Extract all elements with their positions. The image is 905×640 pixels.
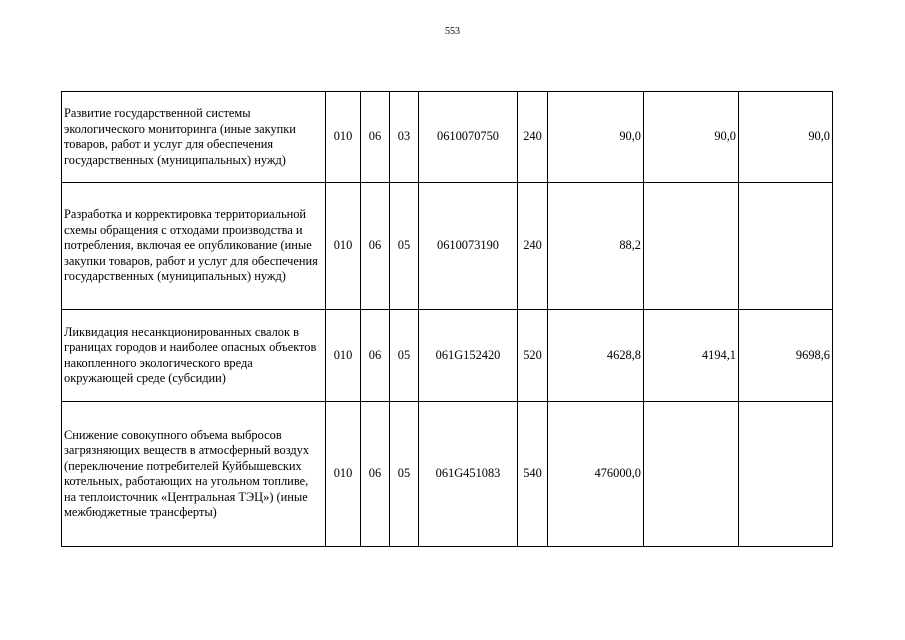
ministry-code: 010 bbox=[326, 183, 361, 310]
section-code: 06 bbox=[361, 92, 390, 183]
section-code: 06 bbox=[361, 402, 390, 547]
table-row bbox=[62, 402, 833, 547]
subsection-code: 05 bbox=[390, 402, 419, 547]
amount-year-2 bbox=[644, 402, 739, 547]
amount-year-3 bbox=[739, 402, 833, 547]
amount-year-2 bbox=[644, 183, 739, 310]
page-number: 553 bbox=[445, 26, 460, 37]
amount-year-3: 90,0 bbox=[739, 92, 833, 183]
subsection-code: 05 bbox=[390, 183, 419, 310]
expense-type-code: 240 bbox=[518, 92, 548, 183]
row-description: Разработка и корректировка территориальной схемы обращения с отходами производства и потребления, включая ее опубликование (иные закупки товаров, работ и услуг для обеспечения государственных (муниципальных) нужд) bbox=[62, 183, 326, 310]
amount-year-2: 90,0 bbox=[644, 92, 739, 183]
table-row bbox=[62, 310, 833, 402]
section-code: 06 bbox=[361, 183, 390, 310]
section-code: 06 bbox=[361, 310, 390, 402]
amount-year-3 bbox=[739, 183, 833, 310]
amount-year-1: 90,0 bbox=[548, 92, 644, 183]
budget-table bbox=[61, 91, 833, 547]
ministry-code: 010 bbox=[326, 92, 361, 183]
amount-year-1: 4628,8 bbox=[548, 310, 644, 402]
amount-year-3: 9698,6 bbox=[739, 310, 833, 402]
row-description: Развитие государственной системы экологического мониторинга (иные закупки товаров, работ и услуг для обеспечения государственных (муниципальных) нужд) bbox=[62, 92, 326, 183]
amount-year-1: 88,2 bbox=[548, 183, 644, 310]
expense-type-code: 240 bbox=[518, 183, 548, 310]
amount-year-2: 4194,1 bbox=[644, 310, 739, 402]
target-article-code: 061G451083 bbox=[419, 402, 518, 547]
table-row bbox=[62, 92, 833, 183]
row-description: Ликвидация несанкционированных свалок в границах городов и наиболее опасных объектов накопленного экологического вреда окружающей среде (субсидии) bbox=[62, 310, 326, 402]
target-article-code: 0610073190 bbox=[419, 183, 518, 310]
ministry-code: 010 bbox=[326, 310, 361, 402]
expense-type-code: 540 bbox=[518, 402, 548, 547]
row-description: Снижение совокупного объема выбросов загрязняющих веществ в атмосферный воздух (переключение потребителей Куйбышевских котельных, работающих на угольном топливе, на теплоисточник «Центральная ТЭЦ») (иные межбюджетные трансферты) bbox=[62, 402, 326, 547]
ministry-code: 010 bbox=[326, 402, 361, 547]
subsection-code: 05 bbox=[390, 310, 419, 402]
table-row bbox=[62, 183, 833, 310]
target-article-code: 0610070750 bbox=[419, 92, 518, 183]
amount-year-1: 476000,0 bbox=[548, 402, 644, 547]
target-article-code: 061G152420 bbox=[419, 310, 518, 402]
subsection-code: 03 bbox=[390, 92, 419, 183]
expense-type-code: 520 bbox=[518, 310, 548, 402]
